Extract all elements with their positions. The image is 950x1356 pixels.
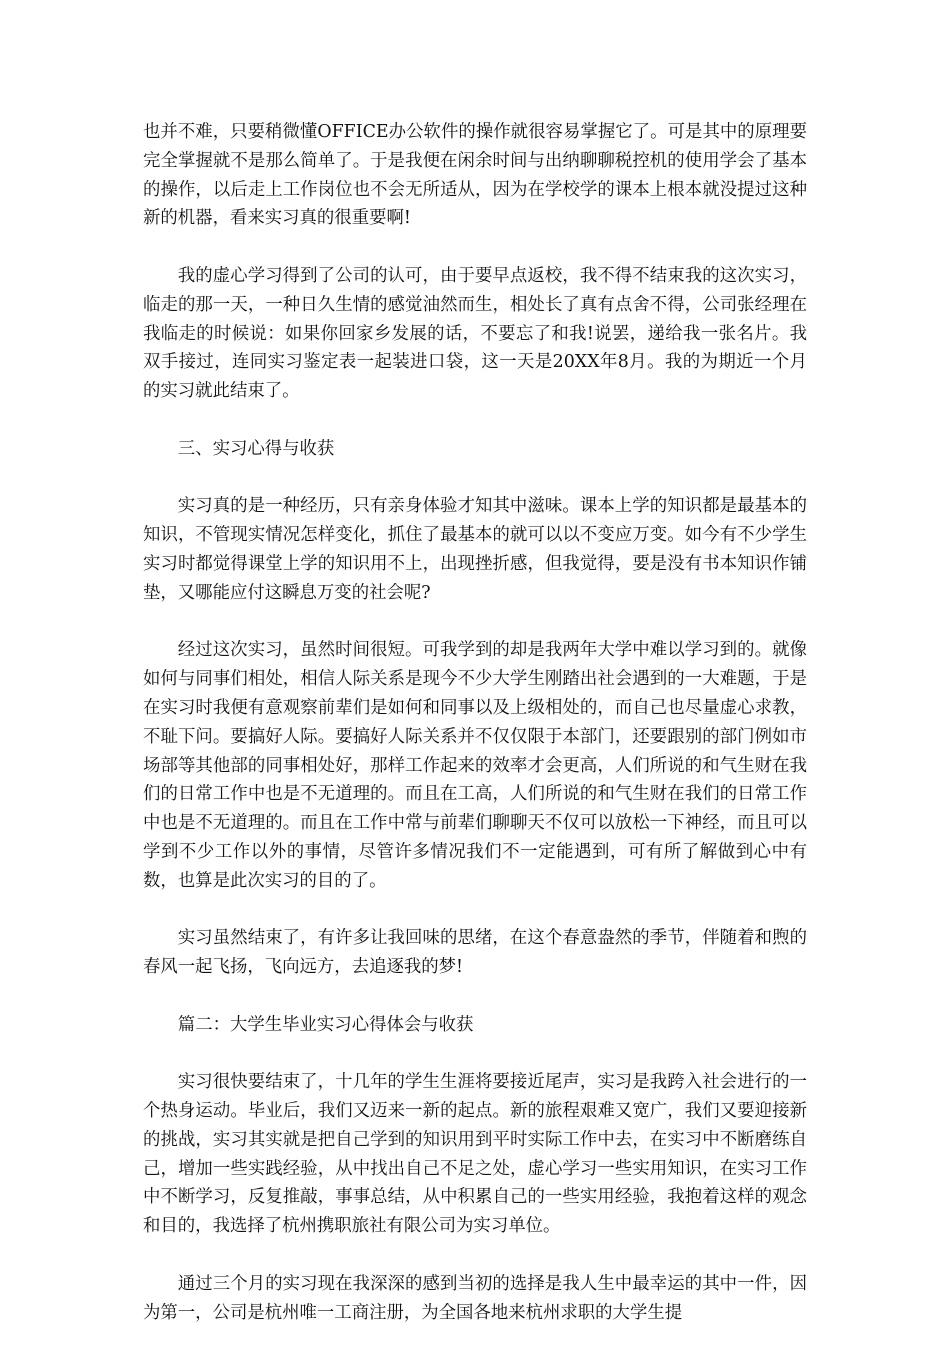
article-heading-part-two: 篇二：大学生毕业实习心得体会与收获 [177,1014,474,1035]
paragraph-office-software: 也并不难，只要稍微懂OFFICE办公软件的操作就很容易掌握它了。可是其中的原理要完全掌握就不是那么简单了。于是我便在闲余时间与出纳聊聊税控机的使用学会了基本的操作，以后走上工作岗位也不会无所适从，因为在学校学的课本上根本就没提过这种新的机器，看来实习真的很重要啊! [143,122,807,229]
paragraph-end-of-internship: 我的虚心学习得到了公司的认可，由于要早点返校，我不得不结束我的这次实习，临走的那一天，一种日久生情的感觉油然而生，相处长了真有点舍不得，公司张经理在我临走的时候说：如果你回家乡发展的话，不要忘了和我!说罢，递给我一张名片。我双手接过，连同实习鉴定表一起装进口袋，这一天是20XX年8月。我的为期近一个月的实习就此结束了。 [143,265,807,402]
paragraph-lucky-choice: 通过三个月的实习现在我深深的感到当初的选择是我人生中最幸运的其中一件，因为第一，公司是杭州唯一工商注册，为全国各地来杭州求职的大学生提 [143,1273,807,1323]
document-page [143,118,807,1356]
paragraph-interpersonal: 经过这次实习，虽然时间很短。可我学到的却是我两年大学中难以学习到的。就像如何与同事们相处，相信人际关系是现今不少大学生刚踏出社会遇到的一大难题，于是在实习时我便有意观察前辈们是如何和同事以及上级相处的，而自己也尽量虚心求教，不耻下问。要搞好人际。要搞好人际关系并不仅仅限于本部门，还要跟别的部门例如市场部等其他部的同事相处好，那样工作起来的效率才会更高，人们所说的和气生财在我们的日常工作中也是不无道理的。而且在工高，人们所说的和气生财在我们的日常工作中也是不无道理的。而且在工作中常与前辈们聊聊天不仅可以放松一下神经，而且可以学到不少工作以外的事情，尽管许多情况我们不一定能遇到，可有所了解做到心中有数，也算是此次实习的目的了。 [143,640,807,891]
paragraph-experience: 实习真的是一种经历，只有亲身体验才知其中滋味。课本上学的知识都是最基本的知识，不管现实情况怎样变化，抓住了最基本的就可以以不变应万变。如今有不少学生实习时都觉得课堂上学的知识用不上，出现挫折感，但我觉得，要是没有书本知识作铺垫，又哪能应付这瞬息万变的社会呢? [143,496,807,603]
paragraph-warmup: 实习很快要结束了，十几年的学生生涯将要接近尾声，实习是我跨入社会进行的一个热身运动。毕业后，我们又迈来一新的起点。新的旅程艰难又宽广，我们又要迎接新的挑战，实习其实就是把自己学到的知识用到平时实际工作中去，在实习中不断磨练自己，增加一些实践经验，从中找出自己不足之处，虚心学习一些实用知识，在实习工作中不断学习，反复推敲，事事总结，从中积累自己的一些实用经验，我抱着这样的观念和目的，我选择了杭州携职旅社有限公司为实习单位。 [143,1072,807,1237]
paragraph-conclusion: 实习虽然结束了，有许多让我回味的思绪，在这个春意盎然的季节，伴随着和煦的春风一起飞扬，飞向远方，去追逐我的梦! [143,928,807,978]
section-heading-experience: 三、实习心得与收获 [177,438,335,459]
